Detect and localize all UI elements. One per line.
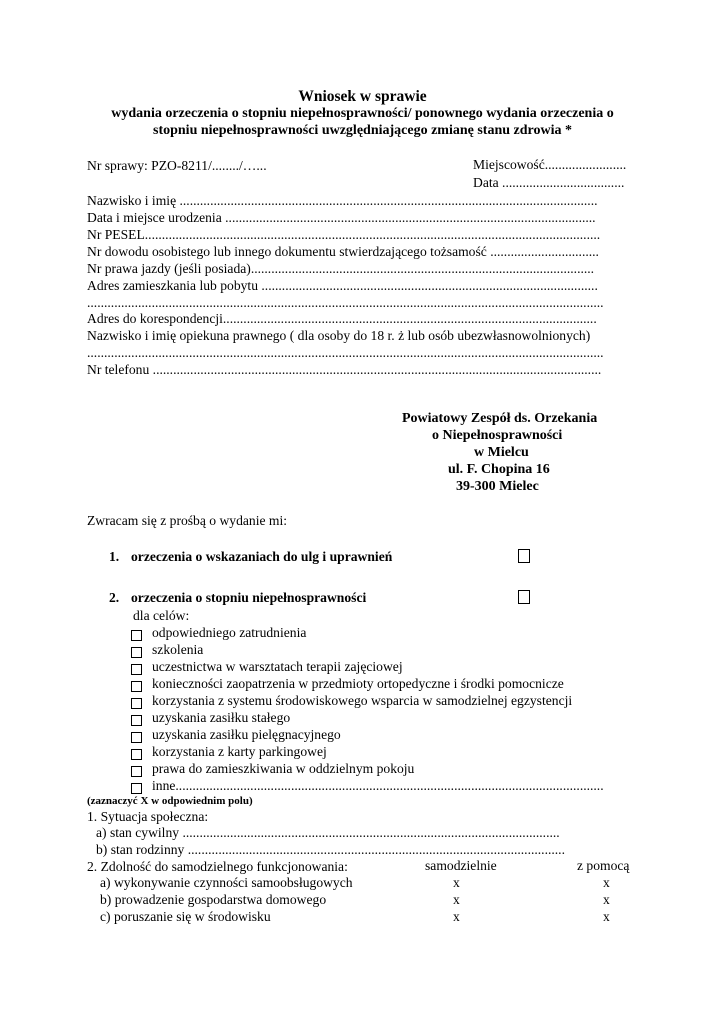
ability-household-assisted-mark[interactable]: x xyxy=(603,892,610,907)
purpose-orthopedic: konieczności zaopatrzenia w przedmioty ortopedyczne i środki pomocnicze xyxy=(152,676,564,691)
social-heading: 1. Sytuacja społeczna: xyxy=(87,809,209,824)
place-field: Miejscowość........................ xyxy=(473,157,627,172)
purpose-checkbox-training[interactable] xyxy=(131,647,142,658)
ability-selfcare-assisted-mark[interactable]: x xyxy=(603,875,610,890)
purpose-checkbox-other[interactable] xyxy=(131,783,142,794)
purpose-care-allowance: uzyskania zasiłku pielęgnacyjnego xyxy=(152,727,341,742)
form-subtitle-line2: stopniu niepełnosprawności uwzględniającego zmianę stanu zdrowia * xyxy=(153,123,572,138)
guardian-field: Nazwisko i imię opiekuna prawnego ( dla osoby do 18 r. ż lub osób ubezwłasnowolnionych) xyxy=(87,328,591,343)
option-2-checkbox[interactable] xyxy=(518,590,530,604)
name-field: Nazwisko i imię ........................................................................................................................... xyxy=(87,193,598,208)
purpose-parking-card: korzystania z karty parkingowej xyxy=(152,744,327,759)
purpose-checkbox-support-system[interactable] xyxy=(131,698,142,709)
form-title: Wniosek w sprawie xyxy=(298,88,427,105)
purpose-checkbox-care-allowance[interactable] xyxy=(131,732,142,743)
request-intro: Zwracam się z prośbą o wydanie mi: xyxy=(87,513,288,528)
recipient-line5: 39-300 Mielec xyxy=(456,479,539,494)
ability-col-independent: samodzielnie xyxy=(425,858,497,873)
recipient-line3: w Mielcu xyxy=(474,445,529,460)
ability-row-mobility: c) poruszanie się w środowisku xyxy=(100,909,271,924)
date-field: Data .................................... xyxy=(473,175,625,190)
recipient-line4: ul. F. Chopina 16 xyxy=(448,462,550,477)
option-1-number: 1. xyxy=(109,549,120,564)
address-continuation: ........................................................................................................................................................ xyxy=(87,295,604,310)
mark-instruction: (zaznaczyć X w odpowiednim polu) xyxy=(87,795,253,807)
purpose-employment: odpowiedniego zatrudnienia xyxy=(152,625,307,640)
option-2-number: 2. xyxy=(109,590,120,605)
correspondence-address-field: Adres do korespondencji.............................................................................................................. xyxy=(87,311,597,326)
purpose-checkbox-employment[interactable] xyxy=(131,630,142,641)
address-field: Adres zamieszkania lub pobytu ................................................................................................... xyxy=(87,278,598,293)
birth-field: Data i miejsce urodzenia ............................................................................................................. xyxy=(87,210,596,225)
ability-heading: 2. Zdolność do samodzielnego funkcjonowania: xyxy=(87,859,348,874)
recipient-line2: o Niepełnosprawności xyxy=(432,428,563,443)
purpose-checkbox-orthopedic[interactable] xyxy=(131,681,142,692)
ability-household-independent-mark[interactable]: x xyxy=(453,892,460,907)
purpose-checkbox-parking-card[interactable] xyxy=(131,749,142,760)
ability-selfcare-independent-mark[interactable]: x xyxy=(453,875,460,890)
purpose-permanent-allowance: uzyskania zasiłku stałego xyxy=(152,710,291,725)
option-1-label: orzeczenia o wskazaniach do ulg i uprawnień xyxy=(131,549,393,564)
purpose-other: inne.............................................................................................................................. xyxy=(152,778,604,793)
option-1-checkbox[interactable] xyxy=(518,549,530,563)
purpose-checkbox-workshops[interactable] xyxy=(131,664,142,675)
purpose-checkbox-separate-room[interactable] xyxy=(131,766,142,777)
ability-col-assisted: z pomocą xyxy=(577,858,630,873)
ability-mobility-independent-mark[interactable]: x xyxy=(453,909,460,924)
purpose-separate-room: prawa do zamieszkiwania w oddzielnym pokoju xyxy=(152,761,415,776)
purpose-workshops: uczestnictwa w warsztatach terapii zajęciowej xyxy=(152,659,403,674)
recipient-line1: Powiatowy Zespół ds. Orzekania xyxy=(402,411,598,426)
ability-mobility-assisted-mark[interactable]: x xyxy=(603,909,610,924)
purpose-checkbox-permanent-allowance[interactable] xyxy=(131,715,142,726)
guardian-continuation: ........................................................................................................................................................ xyxy=(87,345,604,360)
driving-license-field: Nr prawa jazdy (jeśli posiada)..................................................................................................... xyxy=(87,261,595,276)
case-number: Nr sprawy: PZO-8211/......../…... xyxy=(87,158,267,173)
marital-status-field: a) stan cywilny ............................................................................................................... xyxy=(96,825,560,840)
purpose-support-system: korzystania z systemu środowiskowego wsparcia w samodzielnej egzystencji xyxy=(152,693,573,708)
purpose-training: szkolenia xyxy=(152,642,204,657)
id-document-field: Nr dowodu osobistego lub innego dokumentu stwierdzającego tożsamość ................................ xyxy=(87,244,599,259)
family-status-field: b) stan rodzinny ............................................................................................................... xyxy=(96,842,565,857)
ability-row-household: b) prowadzenie gospodarstwa domowego xyxy=(100,892,327,907)
ability-row-selfcare: a) wykonywanie czynności samoobsługowych xyxy=(100,875,353,890)
phone-field: Nr telefonu .................................................................................................................................... xyxy=(87,362,602,377)
purposes-intro: dla celów: xyxy=(133,608,190,623)
option-2-label: orzeczenia o stopniu niepełnosprawności xyxy=(131,590,367,605)
pesel-field: Nr PESEL...................................................................................................................................... xyxy=(87,227,601,242)
form-subtitle-line1: wydania orzeczenia o stopniu niepełnosprawności/ ponownego wydania orzeczenia o xyxy=(111,106,614,121)
